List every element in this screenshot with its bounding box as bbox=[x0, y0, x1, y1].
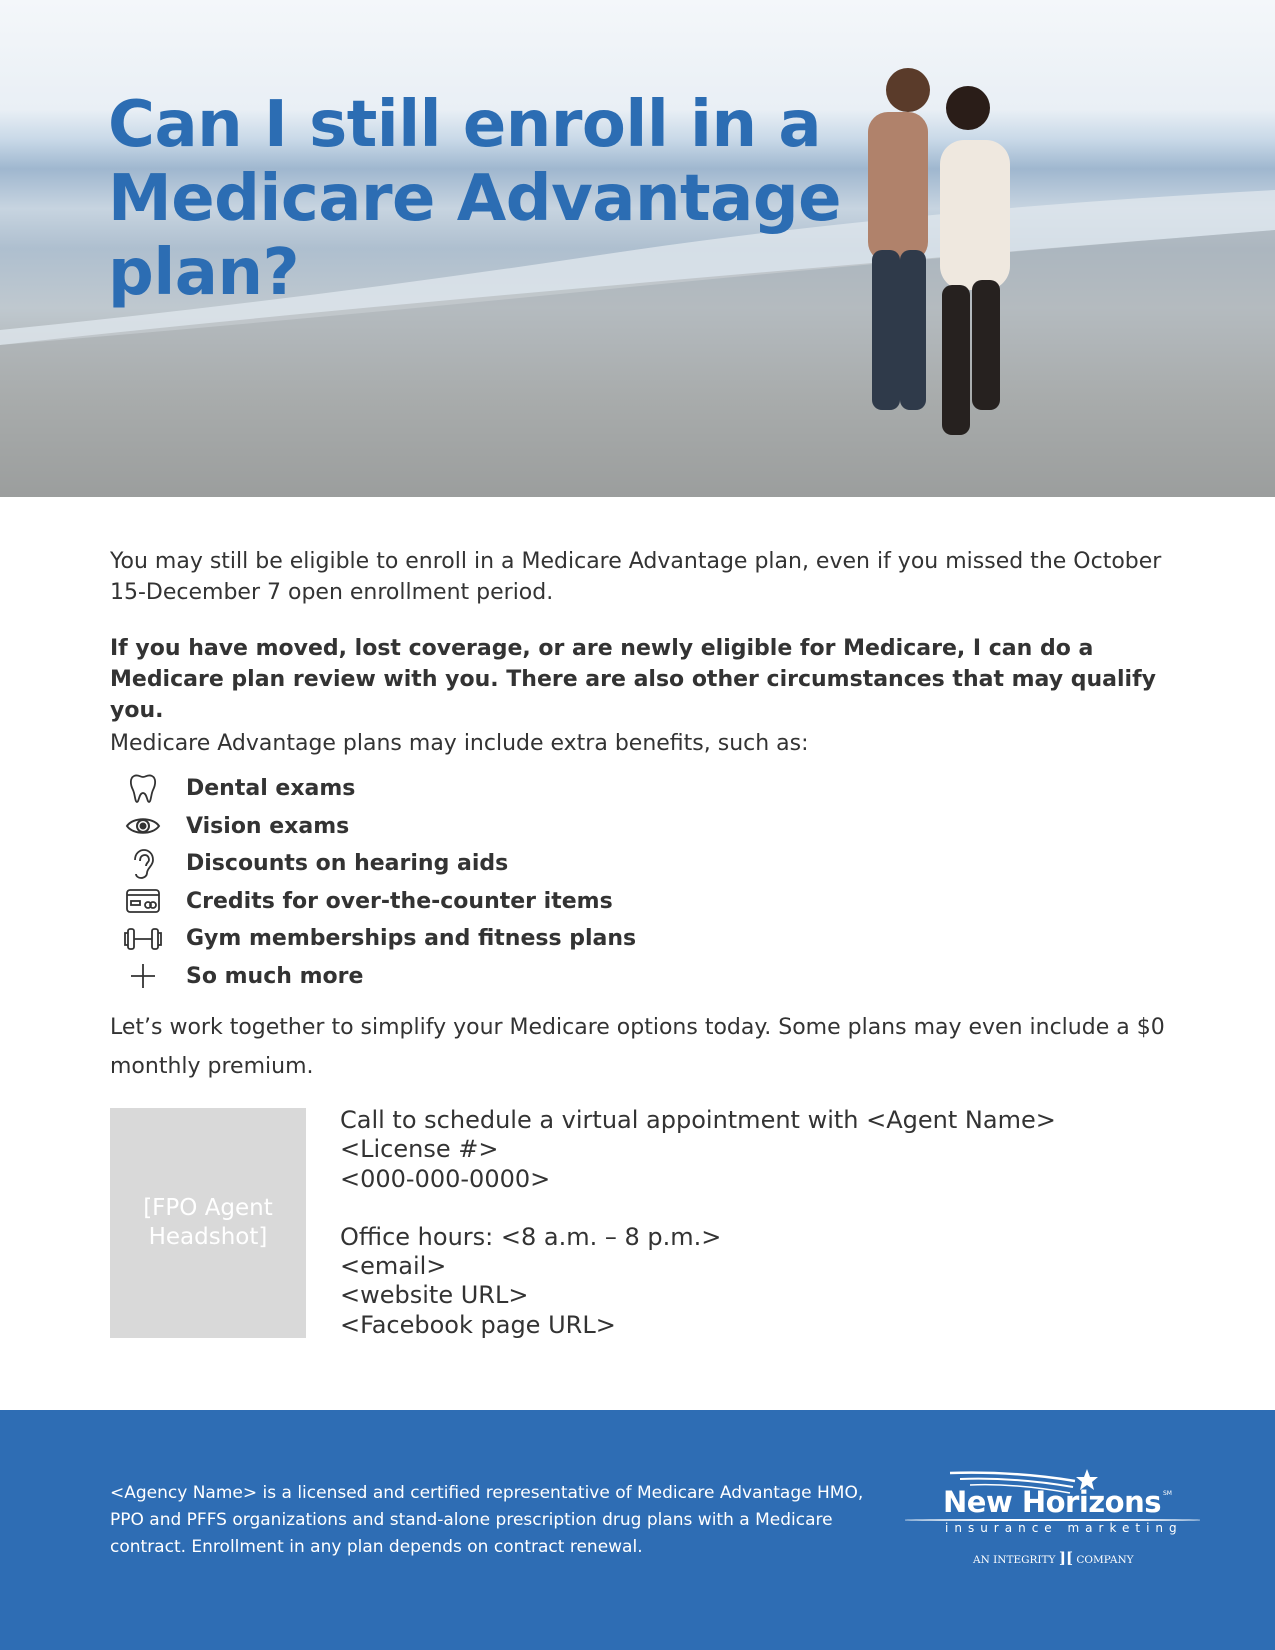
phone-number[interactable]: <000-000-0000> bbox=[340, 1164, 551, 1193]
agent-contact bbox=[340, 1106, 1056, 1340]
hero-photo bbox=[0, 0, 1275, 497]
plus-icon bbox=[120, 963, 166, 989]
contact-line: Call to schedule a virtual appointment with <Agent Name> bbox=[340, 1106, 1056, 1134]
office-hours: Office hours: <8 a.m. – 8 p.m.> bbox=[340, 1222, 722, 1251]
tooth-icon bbox=[120, 773, 166, 805]
dumbbell-icon bbox=[120, 927, 166, 951]
benefit-label: Gym memberships and fitness plans bbox=[186, 926, 637, 952]
list-item bbox=[120, 845, 636, 883]
intro-paragraph: You may still be eligible to enroll in a Medicare Advantage plan, even if you missed the October 15-December 7 open enrollment period. bbox=[110, 549, 1162, 605]
benefits-intro: Medicare Advantage plans may include extra benefits, such as: bbox=[110, 731, 809, 756]
email-link[interactable]: <email> bbox=[340, 1252, 447, 1281]
benefits-list bbox=[120, 770, 636, 995]
list-item bbox=[120, 883, 636, 921]
tagline-left: AN INTEGRITY bbox=[973, 1554, 1056, 1566]
logo-subtitle: insurance marketing bbox=[945, 1521, 1183, 1535]
benefit-label: Discounts on hearing aids bbox=[186, 851, 509, 877]
page-title bbox=[108, 88, 841, 310]
disclaimer: <Agency Name> is a licensed and certified representative of Medicare Advantage HMO, PPO and PFFS organizations and stand-alone prescription drug plans with a Medicare contract. Enrollment in any plan depends on contract renewal. bbox=[110, 1483, 864, 1557]
eligibility-paragraph: If you have moved, lost coverage, or are newly eligible for Medicare, I can do a Medicare plan review with you. There are also other circumstances that may qualify you. bbox=[110, 636, 1156, 723]
eye-icon bbox=[120, 815, 166, 837]
list-item bbox=[120, 920, 636, 958]
logo-name: New Horizons bbox=[943, 1485, 1161, 1519]
headshot-label: [FPO Agent Headshot] bbox=[143, 1195, 273, 1250]
license-number: <License #> bbox=[340, 1135, 499, 1164]
new-horizons-logo bbox=[905, 1465, 1205, 1567]
list-item bbox=[120, 958, 636, 996]
title-line: Can I still enroll in a bbox=[108, 88, 821, 162]
tagline-right: COMPANY bbox=[1076, 1554, 1134, 1566]
card-icon bbox=[120, 889, 166, 913]
agent-headshot-placeholder bbox=[110, 1108, 306, 1338]
list-item bbox=[120, 770, 636, 808]
title-line: plan? bbox=[108, 236, 300, 310]
list-item bbox=[120, 808, 636, 846]
footer bbox=[0, 1410, 1275, 1650]
spacer bbox=[340, 1194, 1056, 1223]
benefit-label: So much more bbox=[186, 963, 364, 989]
ear-icon bbox=[120, 848, 166, 880]
closing-paragraph: Let’s work together to simplify your Medicare options today. Some plans may even include a $0 monthly premium. bbox=[110, 1015, 1165, 1079]
facebook-link[interactable]: <Facebook page URL> bbox=[340, 1310, 616, 1339]
title-line: Medicare Advantage bbox=[108, 162, 842, 236]
logo-sm: SM bbox=[1163, 1490, 1172, 1497]
website-link[interactable]: <website URL> bbox=[340, 1281, 529, 1310]
benefit-label: Dental exams bbox=[186, 776, 356, 802]
benefit-label: Vision exams bbox=[186, 813, 350, 839]
benefit-label: Credits for over-the-counter items bbox=[186, 888, 613, 914]
logo-tagline: AN INTEGRITY ][ COMPANY bbox=[973, 1549, 1134, 1567]
